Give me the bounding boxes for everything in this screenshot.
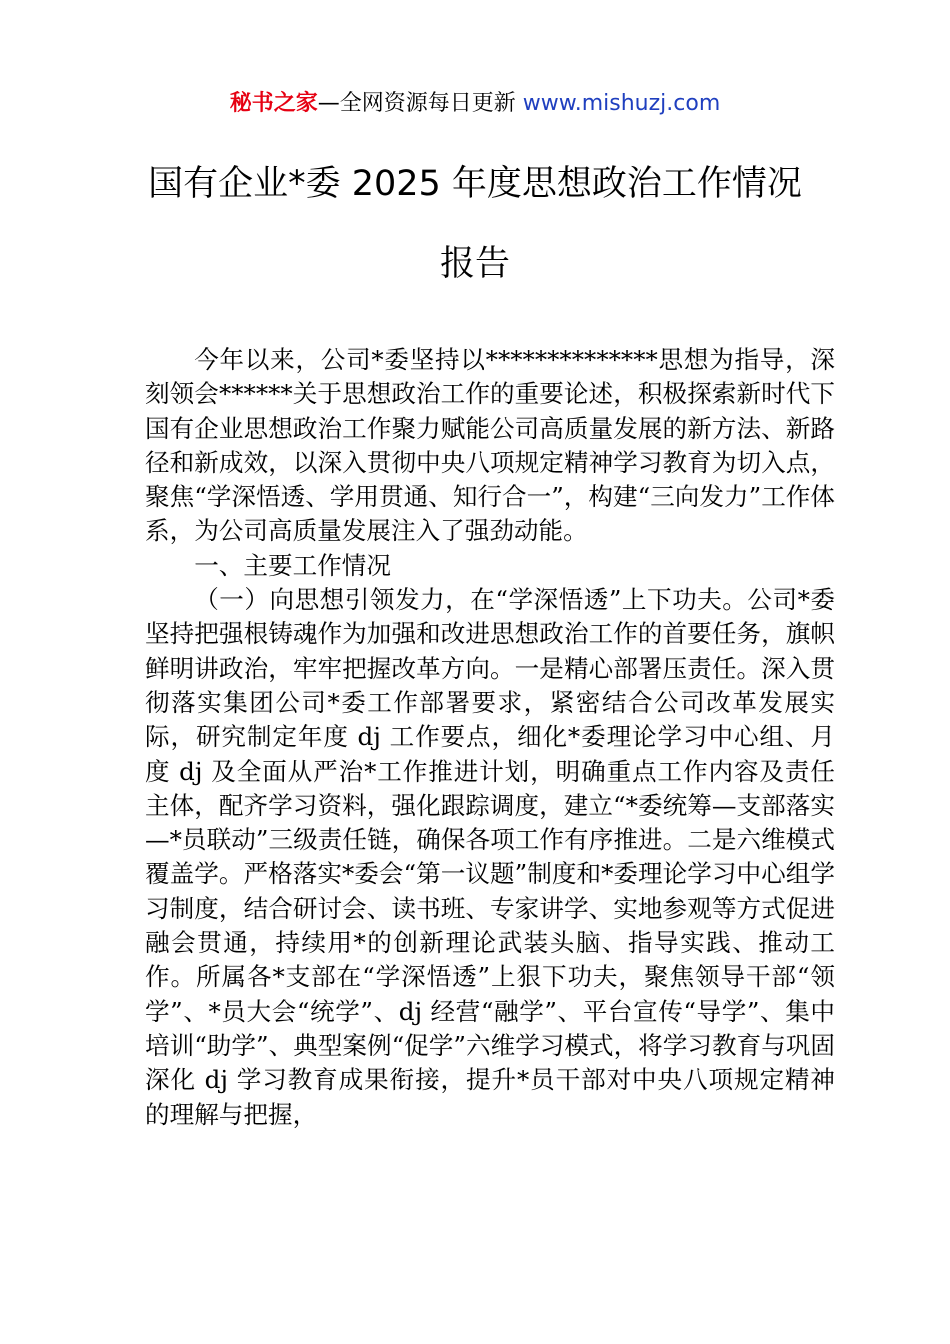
document-body — [145, 343, 835, 1132]
title-line-2: 报告 — [439, 244, 510, 284]
section-heading: 一、主要工作情况 — [194, 550, 391, 580]
intro-paragraph: 今年以来，公司*委坚持以**************思想为指导，深刻领会******关于思想政治工作的重要论述，积极探索新时代下国有企业思想政治工作聚力赋能公司高质量发展的新方法、新路径和新成效，以深入贯彻中央八项规定精神学习教育为切入点，聚焦“学深悟透、学用贯通、知行合一”，构建“三向发力”工作体系，为公司高质量发展注入了强劲动能。 — [145, 345, 835, 546]
title-line-1: 国有企业*委 2025 年度思想政治工作情况 — [148, 164, 802, 204]
header-brand: 秘书之家 — [229, 91, 318, 116]
header-tagline: —全网资源每日更新 — [317, 91, 523, 116]
subsection-paragraph: （一）向思想引领发力，在“学深悟透”上下功夫。公司*委坚持把强根铸魂作为加强和改进思想政治工作的首要任务，旗帜鲜明讲政治，牢牢把握改革方向。一是精心部署压责任。深入贯彻落实集团公司*委工作部署要求，紧密结合公司改革发展实际，研究制定年度 dj 工作要点，细化*委理论学习中心组、月度 dj 及全面从严治*工作推进计划，明确重点工作内容及责任主体，配齐学习资料，强化跟踪调度，建立“*委统筹—支部落实—*员联动”三级责任链，确保各项工作有序推进。二是六维模式覆盖学。严格落实*委会“第一议题”制度和*委理论学习中心组学习制度，结合研讨会、读书班、专家讲学、实地参观等方式促进融会贯通，持续用*的创新理论武装头脑、指导实践、推动工作。所属各*支部在“学深悟透”上狠下功夫，聚焦领导干部“领学”、*员大会“统学”、dj 经营“融学”、平台宣传“导学”、集中培训“助学”、典型案例“促学”六维学习模式，将学习教育与巩固深化 dj 学习教育成果衔接，提升*员干部对中央八项规定精神的理解与把握， — [145, 585, 835, 1129]
site-header — [0, 88, 950, 120]
header-url-link[interactable]: www.mishuzj.com — [522, 91, 721, 116]
document-title — [110, 160, 840, 288]
